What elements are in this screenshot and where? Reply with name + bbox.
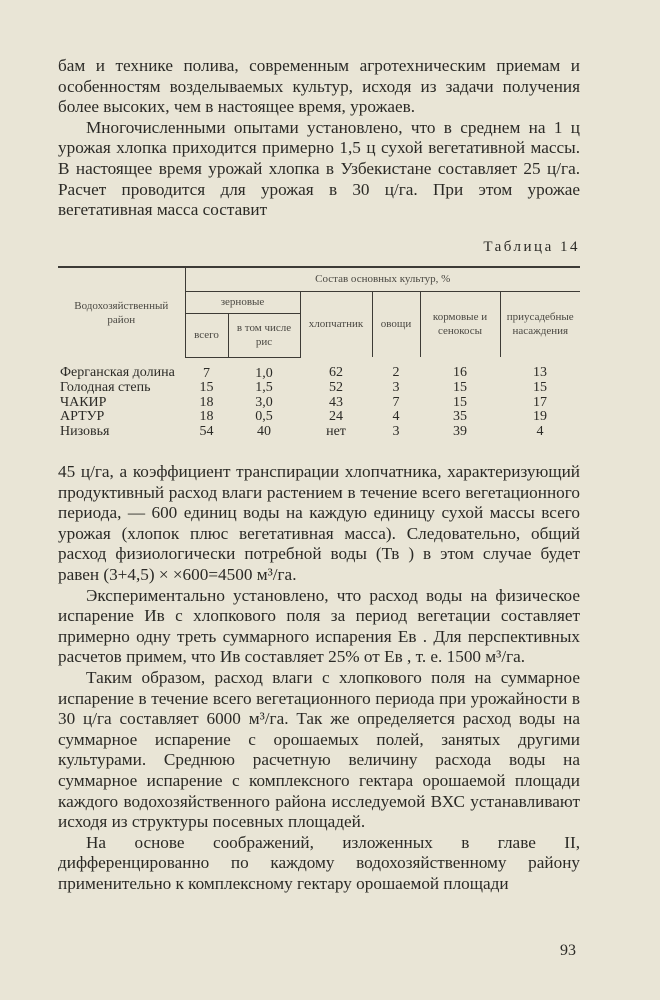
paragraph-total-evaporation: Таким образом, расход влаги с хлопкового поля на суммарное испарение в течение всего вегетационного периода при урожайности в 30 ц/га составляет 6000 м³/га. Так же определяется расход воды на суммарное испарение с орошаемых полей, занятых другими культурами. Среднюю расчетную величину расхода воды на суммарное испарение с комплексного гектара орошаемой площади каждого водохозяйственного района исследуемой ВХС устанавливают исходя из структуры посевных площадей. (58, 667, 580, 832)
cell-grain-total: 7 (203, 365, 210, 381)
cell-region: ЧАКИР (60, 394, 107, 410)
header-composition: Состав основных культур, % (185, 267, 580, 291)
cell-grain-total: 54 (199, 423, 214, 439)
cell-grain-rice: 3,0 (255, 394, 273, 410)
cell-vegetables: 2 (392, 365, 400, 381)
cell-cotton: 52 (329, 380, 343, 395)
cell-grain-total: 18 (199, 394, 214, 410)
cell-vegetables: 3 (392, 423, 400, 439)
header-household: приусадебные насаждения (500, 291, 580, 357)
cell-region: АРТУР (60, 409, 105, 424)
header-vegetables: овощи (372, 291, 420, 357)
text-top (58, 56, 580, 221)
cell-household: 17 (533, 394, 547, 410)
table-row (58, 381, 580, 396)
cell-household: 4 (536, 423, 544, 439)
cell-household: 19 (533, 409, 547, 424)
cell-region: Голодная степь (60, 380, 151, 395)
cell-region: Ферганская долина (60, 365, 175, 381)
cell-grain-total: 18 (199, 409, 214, 424)
cell-grain-rice: 40 (257, 423, 271, 439)
cell-fodder: 35 (453, 409, 467, 424)
crop-composition-table (58, 266, 580, 439)
header-grain: зерновые (185, 291, 300, 313)
cell-cotton: 43 (329, 394, 343, 410)
page-number: 93 (560, 942, 576, 959)
cell-fodder: 15 (453, 394, 467, 410)
table-row (58, 396, 580, 411)
cell-grain-total: 15 (199, 380, 214, 395)
cell-household: 13 (533, 365, 547, 381)
cell-grain-rice: 1,0 (255, 365, 273, 381)
table-row (58, 357, 580, 381)
table-row (58, 410, 580, 425)
cell-fodder: 39 (453, 423, 467, 439)
cell-fodder: 16 (453, 365, 467, 381)
cell-cotton: 62 (329, 365, 343, 381)
paragraph-final: На основе соображений, изложенных в главе II, дифференцированно по каждому водохозяйственному району применительно к комплексному гектару орошаемой площади (58, 832, 580, 893)
cell-grain-rice: 0,5 (255, 409, 273, 424)
header-grain-rice: в том числе рис (228, 313, 300, 357)
cell-fodder: 15 (453, 380, 467, 395)
header-fodder: кормовые и сенокосы (420, 291, 500, 357)
paragraph-transpiration: 45 ц/га, а коэффициент транспирации хлопчатника, характеризующий продуктивный расход влаги растением в течение всего вегетационного периода, — 600 единиц воды на каждую единицу сухой массы всего урожая (хлопок плюс вегетативная масса). Следовательно, общий расход физиологически потребной воды (Тв ) в этом случае будет равен (3+4,5) × ×600=4500 м³/га. (58, 462, 580, 584)
cell-household: 15 (533, 380, 547, 395)
cell-cotton: нет (326, 423, 346, 439)
cell-cotton: 24 (329, 409, 343, 424)
table-caption: Таблица 14 (483, 239, 580, 255)
cell-vegetables: 3 (392, 380, 400, 395)
paragraph-experiments: Многочисленными опытами установлено, что в среднем на 1 ц урожая хлопка приходится примерно 1,5 ц сухой вегетативной массы. В настоящее время урожай хлопка в Узбекистане составляет 25 ц/га. Расчет проводится для урожая в 30 ц/га. При этом урожае вегетативная масса составит (58, 117, 580, 220)
text-bottom (58, 462, 580, 894)
header-cotton: хлопчатник (300, 291, 372, 357)
table-row (58, 425, 580, 440)
header-region: Водохозяйственный район (58, 267, 185, 357)
paragraph-evaporation: Экспериментально установлено, что расход воды на физическое испарение Ив с хлопкового поля за период вегетации составляет примерно одну треть суммарного испарения Ев . Для перспективных расчетов примем, что Ив составляет 25% от Ев , т. е. 1500 м³/га. (58, 585, 580, 667)
cell-grain-rice: 1,5 (255, 380, 273, 395)
cell-vegetables: 4 (392, 409, 400, 424)
paragraph-intro: бам и технике полива, современным агротехническим приемам и особенностям возделываемых культур, исходя из задачи получения более высоких, чем в настоящее время, урожаев. (58, 56, 580, 117)
cell-vegetables: 7 (392, 394, 400, 410)
cell-region: Низовья (60, 423, 110, 439)
header-grain-total: всего (185, 313, 228, 357)
